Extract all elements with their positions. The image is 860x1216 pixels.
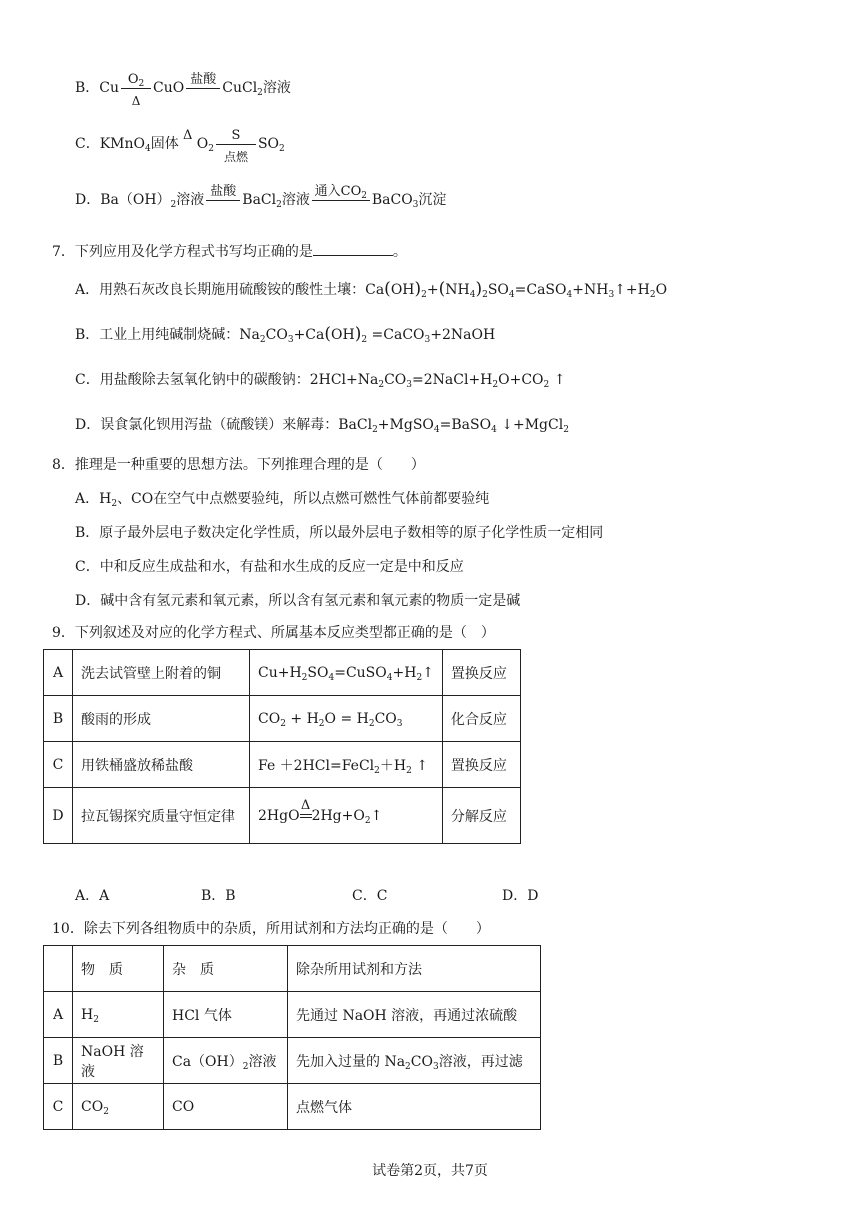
table-row: D 拉瓦锡探究质量守恒定律 2HgO Δ $2Hg+O_2↑$ 分解反应 bbox=[44, 788, 521, 844]
q8-stem: 8．推理是一种重要的思想方法。下列推理合理的是（ ） bbox=[52, 457, 425, 473]
q8-option-d: D．碱中含有氢元素和氧元素，所以含有氢元素和氧元素的物质一定是碱 bbox=[75, 593, 521, 609]
table-row: B 酸雨的形成 $CO_2 + H_2O = H_2CO_3$ 化合反应 bbox=[44, 696, 521, 742]
q8-option-a: A．$H_2$、CO在空气中点燃要验纯，所以点燃可燃性气体前都要验纯 bbox=[75, 491, 490, 509]
table-row: A $H_2$ HCl 气体 先通过 NaOH 溶液，再通过浓硫酸 bbox=[44, 992, 541, 1038]
q6-option-b: B．Cu $\frac{O_2}{\Delta}$ CuO 盐酸 CuCl$_2$溶液 bbox=[75, 71, 291, 108]
table-row: 物 质 杂 质 除杂所用试剂和方法 bbox=[44, 946, 541, 992]
q9-option-d: D．D bbox=[502, 888, 539, 904]
page-footer: 试卷第2页，共7页 bbox=[372, 1163, 488, 1179]
q7-option-d: D．误食氯化钡用泻盐（硫酸镁）来解毒：BaCl$_2$+MgSO$_4$=BaSO$_4$ ↓+MgCl$_2$ bbox=[75, 417, 569, 435]
q7-option-a: A．用熟石灰改良长期施用硫酸铵的酸性土壤：$Ca(OH)_2+(NH_4)_2SO_4=CaSO_4+NH_3↑+H_2O$ bbox=[75, 279, 668, 300]
q7-option-b: B．工业上用纯碱制烧碱：$Na_2CO_3+Ca(OH)_2$ =CaCO$_3$+2NaOH bbox=[75, 324, 496, 345]
table-row: A 洗去试管壁上附着的铜 $Cu+H_2SO_4=CuSO_4+H_2↑$ 置换反应 bbox=[44, 650, 521, 696]
q8-option-c: C．中和反应生成盐和水，有盐和水生成的反应一定是中和反应 bbox=[75, 559, 464, 575]
q7-option-c: C．用盐酸除去氢氧化钠中的碳酸钠：$2HCl+Na_2CO_3=2NaCl+H_2O+CO_2$ ↑ bbox=[75, 372, 566, 390]
table-row: C $CO_2$ CO 点燃气体 bbox=[44, 1084, 541, 1130]
q9-table bbox=[43, 649, 521, 844]
q8-option-b: B．原子最外层电子数决定化学性质，所以最外层电子数相等的原子化学性质一定相同 bbox=[75, 525, 604, 541]
table-row: C 用铁桶盛放稀盐酸 $Fe +2HCl=FeCl_2+H_2$ ↑ 置换反应 bbox=[44, 742, 521, 788]
q9-option-a: A．A bbox=[75, 888, 110, 904]
q7-stem: 7．下列应用及化学方程式书写均正确的是 。 bbox=[52, 241, 407, 262]
q9-option-c: C．C bbox=[352, 888, 388, 904]
q6-option-c: C．KMnO$_4$固体 Δ $O_2$ S 点燃 $SO_2$ bbox=[75, 127, 285, 164]
q10-table bbox=[43, 945, 541, 1130]
q10-stem: 10．除去下列各组物质中的杂质，所用试剂和方法均正确的是（ ） bbox=[52, 921, 490, 937]
table-row: B NaOH 溶液 $Ca(OH)_2$溶液 先加入过量的 $Na_2CO_3$溶液，再过滤 bbox=[44, 1038, 541, 1084]
q6-option-d: D．$Ba(OH)_2$溶液 盐酸 BaCl$_2$溶液 通入$CO_2$ BaCO$_3$沉淀 bbox=[75, 183, 447, 210]
q9-option-b: B．B bbox=[201, 888, 236, 904]
q9-stem: 9．下列叙述及对应的化学方程式、所属基本反应类型都正确的是（ ） bbox=[52, 625, 495, 641]
